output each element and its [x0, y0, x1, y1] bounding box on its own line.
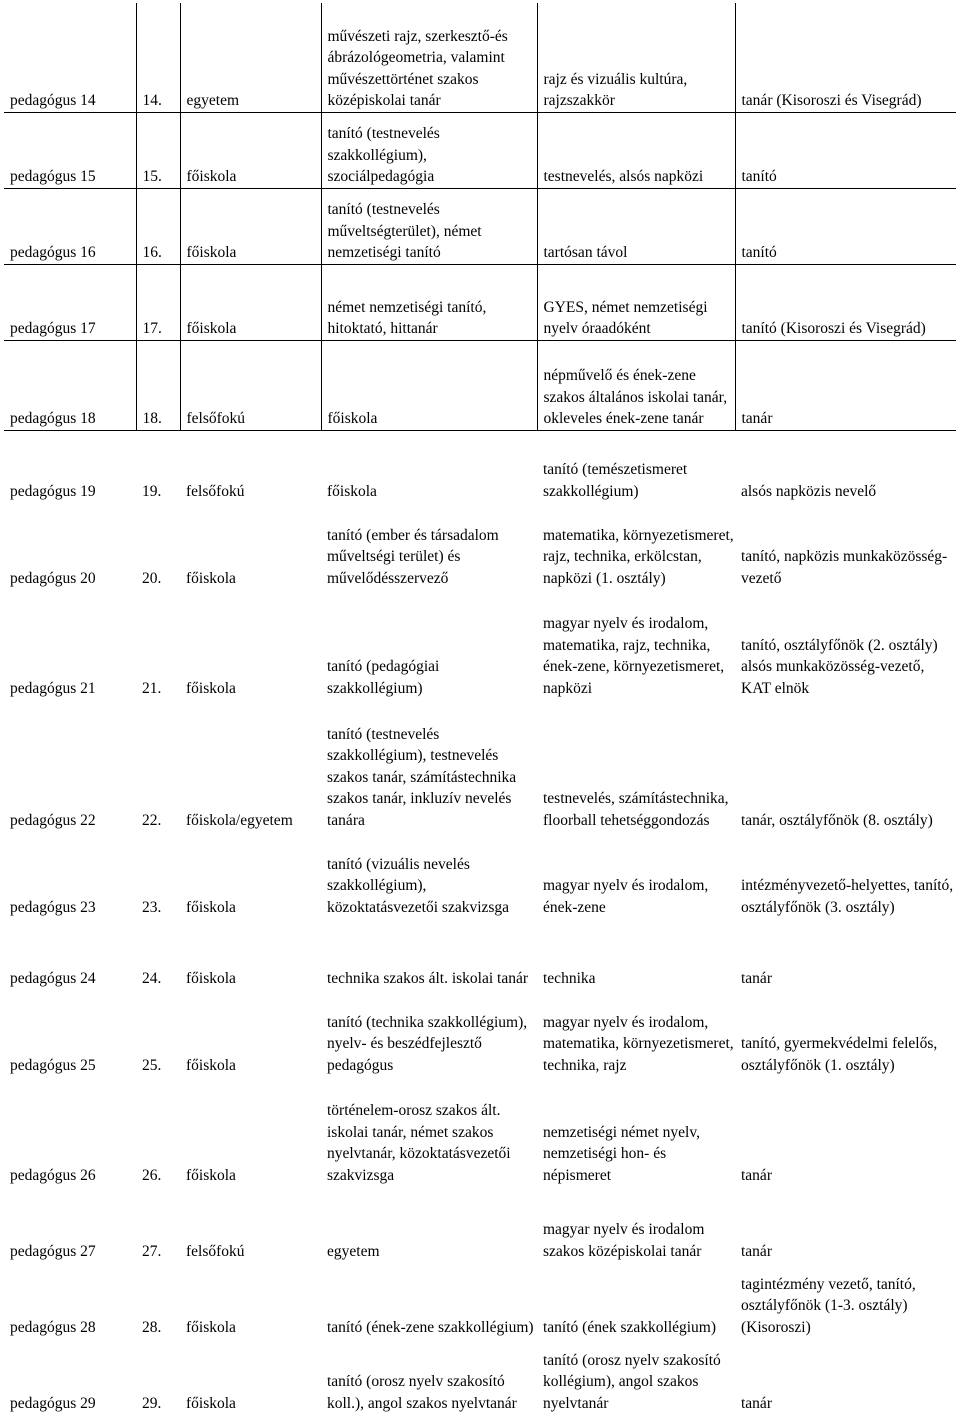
qualification: tanító (orosz nyelv szakosító koll.), angol szakos nyelvtanár: [327, 1373, 517, 1412]
subjects-taught: tanító (ének szakkollégium): [543, 1318, 717, 1336]
table-row: [4, 3, 956, 112]
teacher-name: pedagógus 16: [4, 188, 136, 264]
teacher-name: pedagógus 20: [10, 569, 96, 587]
qualification: tanító (testnevelés szakkollégium), testnevelés szakos tanár, számítástechnika szakos tanár, inkluzív nevelés tanára: [327, 725, 517, 829]
position: tanár (Kisoroszi és Visegrád): [735, 3, 956, 112]
subjects-taught: matematika, környezetismeret, rajz, technika, erkölcstan, napközi (1. osztály): [543, 526, 734, 587]
table-row: [4, 1186, 956, 1262]
position: tanár, osztályfőnök (8. osztály): [741, 811, 933, 829]
table-row: [4, 458, 956, 502]
position: tanár: [741, 969, 772, 987]
position: tagintézmény vezető, tanító, osztályfőnök (1-3. osztály) (Kisoroszi): [741, 1275, 916, 1336]
education-level: főiskola: [186, 1394, 236, 1412]
qualification: tanító (technika szakkollégium), nyelv- és beszédfejlesztő pedagógus: [327, 1013, 528, 1074]
education-level: főiskola: [186, 1318, 236, 1336]
row-number: 26.: [142, 1166, 162, 1184]
table-row: [4, 1076, 956, 1186]
qualification: főiskola: [321, 340, 537, 430]
subjects-taught: testnevelés, számítástechnika, floorball tehetséggondozás: [543, 790, 729, 829]
teacher-name: pedagógus 19: [10, 482, 96, 500]
table-row: [4, 945, 956, 989]
teacher-name: pedagógus 26: [10, 1166, 96, 1184]
education-level: főiskola: [180, 264, 321, 340]
table-row: [4, 989, 956, 1076]
teacher-name: pedagógus 15: [4, 112, 136, 188]
subjects-taught: tanító (temészetismeret szakkollégium): [543, 461, 688, 500]
row-number: 15.: [136, 112, 180, 188]
education-level: egyetem: [180, 3, 321, 112]
position: tanító, gyermekvédelmi felelős, osztályfőnök (1. osztály): [741, 1035, 938, 1074]
qualification: tanító (vizuális nevelés szakkollégium), közoktatásvezetői szakvizsga: [327, 855, 510, 916]
position: tanító: [735, 188, 956, 264]
teacher-table-part-3: [4, 945, 956, 1414]
qualification: tanító (testnevelés műveltségterület), német nemzetiségi tanító: [321, 188, 537, 264]
subjects-taught: rajz és vizuális kultúra, rajzszakkör: [537, 3, 735, 112]
teacher-name: pedagógus 21: [10, 679, 96, 697]
subjects-taught: testnevelés, alsós napközi: [537, 112, 735, 188]
table-row: [4, 699, 956, 831]
row-number: 24.: [142, 969, 162, 987]
position: tanító, napközis munkaközösség-vezető: [741, 548, 948, 587]
position: tanár: [741, 1394, 772, 1412]
subjects-taught: tartósan távol: [537, 188, 735, 264]
education-level: főiskola: [186, 969, 236, 987]
subjects-taught: tanító (orosz nyelv szakosító kollégium), angol szakos nyelvtanár: [543, 1351, 721, 1412]
table-row: [4, 831, 956, 918]
table-row: [4, 264, 956, 340]
row-number: 16.: [136, 188, 180, 264]
education-level: főiskola: [186, 679, 236, 697]
teacher-table-part-1: [4, 3, 956, 431]
row-number: 27.: [142, 1242, 162, 1260]
teacher-name: pedagógus 27: [10, 1242, 96, 1260]
qualification: egyetem: [327, 1242, 380, 1260]
qualification: főiskola: [327, 482, 377, 500]
row-number: 29.: [142, 1394, 162, 1412]
position: tanító (Kisoroszi és Visegrád): [735, 264, 956, 340]
position: tanár: [735, 340, 956, 430]
education-level: főiskola: [186, 1056, 236, 1074]
education-level: főiskola: [186, 569, 236, 587]
teacher-name: pedagógus 25: [10, 1056, 96, 1074]
position: tanító: [735, 112, 956, 188]
teacher-name: pedagógus 23: [10, 898, 96, 916]
teacher-name: pedagógus 14: [4, 3, 136, 112]
row-number: 21.: [142, 679, 162, 697]
education-level: főiskola: [186, 1166, 236, 1184]
qualification: tanító (ember és társadalom műveltségi terület) és művelődésszervező: [327, 526, 499, 587]
row-number: 22.: [142, 811, 162, 829]
row-number: 23.: [142, 898, 162, 916]
education-level: felsőfokú: [180, 340, 321, 430]
education-level: főiskola: [186, 898, 236, 916]
position: tanár: [741, 1242, 772, 1260]
row-number: 20.: [142, 569, 162, 587]
subjects-taught: nemzetiségi német nyelv, nemzetiségi hon- és népismeret: [543, 1123, 700, 1184]
position: intézményvezető-helyettes, tanító, osztályfőnök (3. osztály): [741, 877, 954, 916]
education-level: felsőfokú: [186, 1242, 245, 1260]
teacher-table-part-2: [4, 458, 956, 918]
qualification: technika szakos ált. iskolai tanár: [327, 969, 529, 987]
table-row: [4, 188, 956, 264]
subjects-taught: magyar nyelv és irodalom, matematika, rajz, technika, ének-zene, környezetismeret, napközi: [543, 615, 725, 697]
table-row: [4, 502, 956, 589]
table-row: [4, 112, 956, 188]
education-level: főiskola: [180, 112, 321, 188]
education-level: főiskola: [180, 188, 321, 264]
row-number: 18.: [136, 340, 180, 430]
teacher-name: pedagógus 22: [10, 811, 96, 829]
qualification: tanító (pedagógiai szakkollégium): [327, 658, 440, 697]
table-row: [4, 1338, 956, 1414]
row-number: 25.: [142, 1056, 162, 1074]
qualification: művészeti rajz, szerkesztő-és ábrázológeometria, valamint művészettörténet szakos középiskolai tanár: [321, 3, 537, 112]
row-number: 17.: [136, 264, 180, 340]
position: tanár: [741, 1166, 772, 1184]
subjects-taught: magyar nyelv és irodalom, matematika, környezetismeret, technika, rajz: [543, 1013, 734, 1074]
teacher-name: pedagógus 24: [10, 969, 96, 987]
table-row: [4, 1262, 956, 1338]
subjects-taught: technika: [543, 969, 596, 987]
teacher-name: pedagógus 28: [10, 1318, 96, 1336]
qualification: történelem-orosz szakos ált. iskolai tanár, német szakos nyelvtanár, közoktatásvezetői szakvizsga: [327, 1102, 511, 1184]
position: alsós napközis nevelő: [741, 482, 877, 500]
row-number: 28.: [142, 1318, 162, 1336]
education-level: főiskola/egyetem: [186, 811, 293, 829]
row-number: 14.: [136, 3, 180, 112]
subjects-taught: GYES, német nemzetiségi nyelv óraadóként: [537, 264, 735, 340]
table-row: [4, 589, 956, 699]
teacher-name: pedagógus 18: [4, 340, 136, 430]
qualification: német nemzetiségi tanító, hitoktató, hittanár: [321, 264, 537, 340]
teacher-name: pedagógus 29: [10, 1394, 96, 1412]
position: tanító, osztályfőnök (2. osztály) alsós munkaközösség-vezető, KAT elnök: [741, 636, 938, 697]
teacher-name: pedagógus 17: [4, 264, 136, 340]
education-level: felsőfokú: [186, 482, 245, 500]
subjects-taught: magyar nyelv és irodalom, ének-zene: [543, 877, 709, 916]
qualification: tanító (testnevelés szakkollégium), szociálpedagógia: [321, 112, 537, 188]
qualification: tanító (ének-zene szakkollégium): [327, 1318, 534, 1336]
table-row: [4, 340, 956, 430]
row-number: 19.: [142, 482, 162, 500]
subjects-taught: magyar nyelv és irodalom szakos középiskolai tanár: [543, 1221, 705, 1260]
subjects-taught: népművelő és ének-zene szakos általános iskolai tanár, okleveles ének-zene tanár: [537, 340, 735, 430]
